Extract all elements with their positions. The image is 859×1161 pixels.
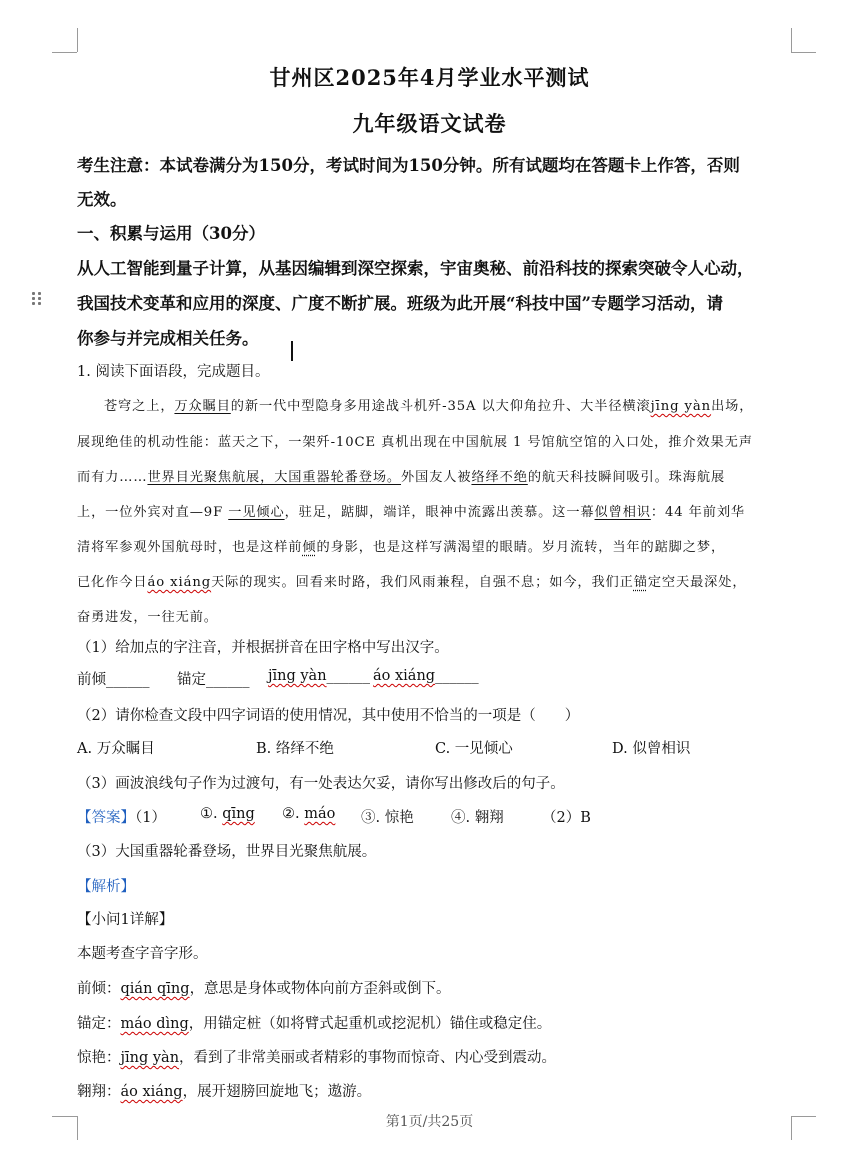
analysis-definition: 前倾：qián qīng，意思是身体或物体向前方歪斜或倒下。	[77, 981, 451, 997]
underlined-phrase: 似曾相识	[594, 505, 651, 520]
section-heading: 一、积累与运用（30分）	[77, 224, 265, 243]
notice-line: 考生注意：本试卷满分为150分，考试时间为150分钟。所有试题均在答题卡上作答，否则	[77, 156, 740, 175]
passage-line: 苍穹之上，万众瞩目的新一代中型隐身多用途战斗机歼-35A 以大仰角拉升、大半径横滚jīng yàn出场，	[104, 399, 754, 414]
page-subtitle: 九年级语文试卷	[352, 111, 507, 136]
analysis-definition: 翱翔：áo xiáng，展开翅膀回旋地飞；遨游。	[77, 1084, 372, 1100]
sub-question-prompt: （1）给加点的字注音，并根据拼音在田字格中写出汉字。	[77, 640, 449, 656]
page-number: 第1页/共25页	[385, 1114, 474, 1130]
passage-line: 清将军参观外国航母时，也是这样前倾的身影，也是这样写满渴望的眼睛。岁月流转，当年的踮脚之梦，	[77, 540, 726, 555]
crop-mark	[791, 52, 816, 53]
answer-line: 【答案】（1）	[77, 810, 166, 826]
answer-item: （2）B	[542, 810, 591, 826]
notice-line: 无效。	[77, 190, 127, 209]
page-title: 甘州区2025年4月学业水平测试	[269, 65, 590, 90]
answer-item: ③. 惊艳	[361, 810, 414, 826]
passage-line: 上，一位外宾对直—9F 一见倾心，驻足，踮脚，端详，眼神中流露出羡慕。这一幕似曾相识：44 年前刘华	[77, 505, 746, 520]
section-intro: 从人工智能到量子计算，从基因编辑到深空探索，宇宙奥秘、前沿科技的探索突破令人心动，	[77, 259, 754, 278]
section-intro: 我国技术变革和应用的深度、广度不断扩展。班级为此开展“科技中国”专题学习活动，请	[77, 294, 723, 313]
fill-blank: jīng yàn______	[268, 668, 371, 684]
underlined-phrase: 一见倾心	[228, 505, 285, 520]
answer-item: ④. 翱翔	[451, 810, 504, 826]
question-prompt: 1. 阅读下面语段，完成题目。	[77, 364, 270, 380]
sub-question-prompt: （3）画波浪线句子作为过渡句，有一处表达欠妥，请你写出修改后的句子。	[77, 776, 565, 792]
sub-question-prompt: （2）请你检查文段中四字词语的使用情况，其中使用不恰当的一项是（ ）	[77, 708, 580, 724]
option-c: C. 一见倾心	[435, 741, 513, 757]
option-a: A. 万众瞩目	[77, 741, 155, 757]
crop-mark	[791, 28, 792, 52]
fill-blank: áo xiáng______	[373, 668, 479, 684]
dotted-char: 倾	[302, 540, 317, 555]
passage-line: 奋勇进发，一往无前。	[77, 610, 218, 625]
pinyin: áo xiáng	[147, 575, 212, 590]
option-d: D. 似曾相识	[612, 741, 691, 757]
underlined-phrase: 万众瞩目	[174, 399, 231, 414]
analysis-definition: 惊艳：jīng yàn，看到了非常美丽或者精彩的事物而惊奇、内心受到震动。	[77, 1050, 557, 1066]
fill-blank: 锚定______	[177, 672, 250, 688]
section-intro: 你参与并完成相关任务。	[77, 329, 259, 348]
wavy-sentence: 世界目光聚焦航展，大国重器轮番登场。	[147, 470, 402, 485]
dotted-char: 锚	[633, 575, 648, 590]
passage-line: 而有力……世界目光聚焦航展，大国重器轮番登场。外国友人被络绎不绝的航天科技瞬间吸引。珠海航展	[77, 470, 726, 485]
crop-mark	[52, 52, 77, 53]
text-cursor	[291, 341, 293, 361]
pinyin: jīng yàn	[650, 399, 712, 414]
answer-line: （3）大国重器轮番登场，世界目光聚焦航展。	[77, 844, 377, 860]
crop-mark	[77, 28, 78, 52]
analysis-label: 【解析】	[77, 879, 135, 895]
answer-label: 【答案】	[77, 810, 135, 826]
passage-line: 已化作今日áo xiáng天际的现实。回看来时路，我们风雨兼程，自强不息；如今，我们正锚定空天最深处，	[77, 575, 747, 590]
answer-item: ①. qīng	[200, 806, 255, 822]
underlined-phrase: 络绎不绝	[471, 470, 528, 485]
analysis-definition: 锚定：máo dìng，用锚定桩（如将臂式起重机或挖泥机）锚住或稳定住。	[77, 1016, 552, 1032]
fill-blank: 前倾______	[77, 672, 150, 688]
drag-handle-icon[interactable]	[32, 292, 42, 306]
option-b: B. 络绎不绝	[256, 741, 334, 757]
answer-item: ②. máo	[282, 806, 336, 822]
passage-line: 展现绝佳的机动性能：蓝天之下，一架歼-10CE 真机出现在中国航展 1 号馆航空馆的入口处，推介效果无声	[77, 435, 753, 450]
analysis-text: 本题考查字音字形。	[77, 946, 208, 962]
analysis-subheading: 【小问1详解】	[77, 912, 174, 928]
